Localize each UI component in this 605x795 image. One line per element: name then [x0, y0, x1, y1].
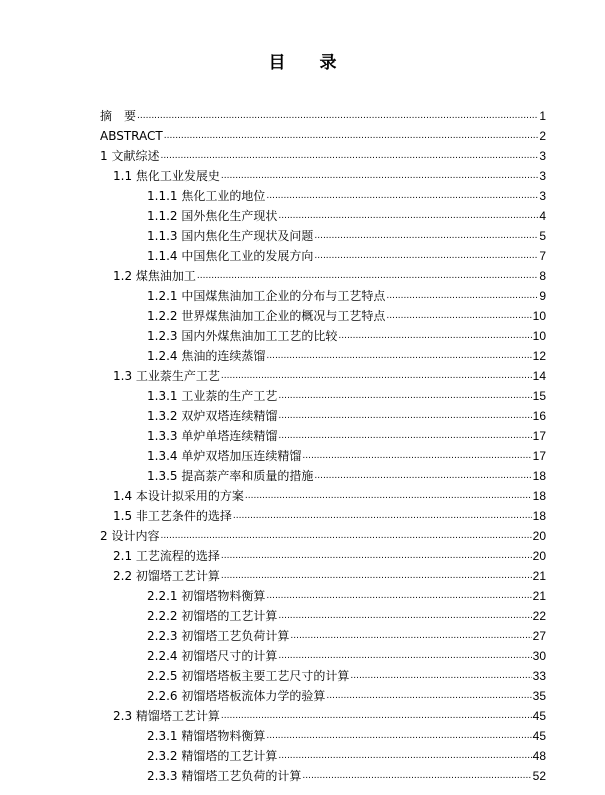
toc-entry-title: 1.3.3 单炉单塔连续精馏 — [147, 429, 278, 443]
toc-entry-title: 1.1 焦化工业发展史 — [113, 169, 220, 183]
toc-entry[interactable] — [100, 346, 546, 366]
toc-entry-title: 2.2.2 初馏塔的工艺计算 — [147, 609, 278, 623]
toc-entry-title: 1.4 本设计拟采用的方案 — [113, 489, 244, 503]
toc-entry[interactable] — [100, 546, 546, 566]
toc-entry[interactable] — [100, 186, 546, 206]
toc-dot-leader — [160, 149, 538, 163]
toc-dot-leader — [221, 709, 532, 723]
toc-entry[interactable] — [100, 566, 546, 586]
toc-dot-leader — [314, 249, 538, 263]
toc-entry-page-number: 4 — [539, 209, 546, 223]
toc-dot-leader — [266, 589, 531, 603]
toc-entry[interactable] — [100, 146, 546, 166]
toc-entry-page-number: 30 — [532, 649, 546, 663]
toc-entry-page-number: 15 — [532, 389, 546, 403]
toc-dot-leader — [302, 449, 531, 463]
toc-entry-page-number: 3 — [539, 169, 546, 183]
toc-entry-page-number: 10 — [532, 329, 546, 343]
toc-entry-page-number: 8 — [539, 269, 546, 283]
toc-entry[interactable] — [100, 106, 546, 126]
toc-entry[interactable] — [100, 646, 546, 666]
toc-dot-leader — [245, 489, 532, 503]
toc-entry-page-number: 45 — [532, 729, 546, 743]
toc-entry-title: 1.3 工业萘生产工艺 — [113, 369, 220, 383]
toc-entry-title: 2.3 精馏塔工艺计算 — [113, 709, 220, 723]
toc-entry-page-number: 27 — [532, 629, 546, 643]
toc-entry-page-number: 3 — [539, 149, 546, 163]
toc-dot-leader — [278, 649, 531, 663]
toc-entry-page-number: 3 — [539, 189, 546, 203]
toc-dot-leader — [386, 289, 538, 303]
toc-entry-page-number: 22 — [532, 609, 546, 623]
toc-entry-title: 摘 要 — [100, 109, 137, 123]
toc-dot-leader — [221, 549, 532, 563]
toc-title: 目 录 — [268, 53, 351, 73]
toc-entry[interactable] — [100, 506, 546, 526]
toc-entry-title: 1.5 非工艺条件的选择 — [113, 509, 232, 523]
toc-entry-page-number: 48 — [532, 749, 546, 763]
toc-entry[interactable] — [100, 226, 546, 246]
toc-entry-title: ABSTRACT — [100, 129, 163, 143]
toc-entry-page-number: 16 — [532, 409, 546, 423]
toc-entry-title: 2.2.5 初馏塔塔板主要工艺尺寸的计算 — [147, 669, 350, 683]
toc-entry[interactable] — [100, 726, 546, 746]
toc-entry-title: 1.2.1 中国煤焦油加工企业的分布与工艺特点 — [147, 289, 386, 303]
toc-entry[interactable] — [100, 626, 546, 646]
toc-entry-title: 2.3.2 精馏塔的工艺计算 — [147, 749, 278, 763]
toc-entry-page-number: 33 — [532, 669, 546, 683]
toc-dot-leader — [278, 389, 531, 403]
toc-dot-leader — [221, 569, 532, 583]
toc-dot-leader — [278, 609, 531, 623]
toc-entry-title: 2.3.3 精馏塔工艺负荷的计算 — [147, 769, 302, 783]
toc-entry[interactable] — [100, 366, 546, 386]
toc-entry[interactable] — [100, 266, 546, 286]
toc-entry-page-number: 21 — [532, 589, 546, 603]
toc-dot-leader — [338, 329, 531, 343]
toc-entry-page-number: 20 — [532, 549, 546, 563]
toc-entry-page-number: 2 — [539, 129, 546, 143]
toc-entry-page-number: 10 — [532, 309, 546, 323]
toc-dot-leader — [314, 469, 531, 483]
toc-entry-title: 2.2.4 初馏塔尺寸的计算 — [147, 649, 278, 663]
toc-entry-page-number: 7 — [539, 249, 546, 263]
toc-entry-page-number: 21 — [532, 569, 546, 583]
toc-entry-title: 1 文献综述 — [100, 149, 160, 163]
toc-entry-title: 2.3.1 精馏塔物料衡算 — [147, 729, 266, 743]
toc-entry[interactable] — [100, 286, 546, 306]
toc-entry[interactable] — [100, 586, 546, 606]
toc-entry-page-number: 18 — [532, 469, 546, 483]
toc-entry[interactable] — [100, 126, 546, 146]
toc-entry-title: 2 设计内容 — [100, 529, 160, 543]
toc-dot-leader — [326, 689, 531, 703]
toc-entry[interactable] — [100, 766, 546, 786]
toc-entry[interactable] — [100, 446, 546, 466]
toc-entry-page-number: 35 — [532, 689, 546, 703]
toc-entry[interactable] — [100, 246, 546, 266]
toc-entry-title: 2.2.3 初馏塔工艺负荷计算 — [147, 629, 290, 643]
toc-dot-leader — [164, 129, 539, 143]
toc-entry-page-number: 14 — [532, 369, 546, 383]
toc-entry-title: 1.1.4 中国焦化工业的发展方向 — [147, 249, 314, 263]
toc-entry[interactable] — [100, 406, 546, 426]
toc-entry[interactable] — [100, 706, 546, 726]
toc-entry-page-number: 45 — [532, 709, 546, 723]
toc-entry-title: 1.2 煤焦油加工 — [113, 269, 196, 283]
toc-entry-page-number: 20 — [532, 529, 546, 543]
toc-entry-page-number: 17 — [532, 449, 546, 463]
toc-dot-leader — [221, 169, 538, 183]
toc-entry-page-number: 9 — [539, 289, 546, 303]
toc-entry-title: 1.1.3 国内焦化生产现状及问题 — [147, 229, 314, 243]
toc-entry-title: 1.1.1 焦化工业的地位 — [147, 189, 266, 203]
toc-entry[interactable] — [100, 386, 546, 406]
toc-dot-leader — [160, 529, 531, 543]
toc-entry-title: 1.2.4 焦油的连续蒸馏 — [147, 349, 266, 363]
toc-dot-leader — [302, 769, 531, 783]
toc-dot-leader — [278, 749, 531, 763]
toc-entry[interactable] — [100, 326, 546, 346]
toc-entry-page-number: 1 — [539, 109, 546, 123]
table-of-contents — [100, 106, 546, 786]
toc-entry-title: 2.1 工艺流程的选择 — [113, 549, 220, 563]
toc-entry[interactable] — [100, 486, 546, 506]
toc-entry[interactable] — [100, 206, 546, 226]
toc-dot-leader — [266, 349, 531, 363]
toc-entry-page-number: 18 — [532, 489, 546, 503]
toc-dot-leader — [137, 109, 538, 123]
toc-entry[interactable] — [100, 166, 546, 186]
toc-dot-leader — [221, 369, 532, 383]
toc-entry-page-number: 12 — [532, 349, 546, 363]
toc-entry-page-number: 18 — [532, 509, 546, 523]
toc-entry-page-number: 5 — [539, 229, 546, 243]
toc-dot-leader — [266, 189, 538, 203]
toc-entry-title: 1.1.2 国外焦化生产现状 — [147, 209, 278, 223]
toc-entry[interactable] — [100, 686, 546, 706]
toc-entry[interactable] — [100, 466, 546, 486]
toc-dot-leader — [350, 669, 531, 683]
toc-entry-title: 2.2 初馏塔工艺计算 — [113, 569, 220, 583]
toc-entry-title: 2.2.6 初馏塔塔板流体力学的验算 — [147, 689, 326, 703]
toc-dot-leader — [278, 409, 531, 423]
toc-entry[interactable] — [100, 746, 546, 766]
toc-entry-title: 1.3.1 工业萘的生产工艺 — [147, 389, 278, 403]
toc-entry-title: 1.3.4 单炉双塔加压连续精馏 — [147, 449, 302, 463]
toc-dot-leader — [233, 509, 532, 523]
toc-entry[interactable] — [100, 306, 546, 326]
toc-dot-leader — [278, 429, 531, 443]
toc-dot-leader — [290, 629, 531, 643]
toc-dot-leader — [266, 729, 531, 743]
toc-entry-title: 1.3.2 双炉双塔连续精馏 — [147, 409, 278, 423]
toc-entry[interactable] — [100, 526, 546, 546]
toc-entry-title: 2.2.1 初馏塔物料衡算 — [147, 589, 266, 603]
toc-entry-page-number: 52 — [532, 769, 546, 783]
toc-dot-leader — [278, 209, 538, 223]
toc-dot-leader — [314, 229, 538, 243]
toc-entry-title: 1.2.2 世界煤焦油加工企业的概况与工艺特点 — [147, 309, 386, 323]
toc-entry-title: 1.2.3 国内外煤焦油加工工艺的比较 — [147, 329, 338, 343]
toc-entry[interactable] — [100, 666, 546, 686]
toc-entry-title: 1.3.5 提高萘产率和质量的措施 — [147, 469, 314, 483]
toc-entry[interactable] — [100, 606, 546, 626]
toc-entry[interactable] — [100, 426, 546, 446]
toc-dot-leader — [197, 269, 538, 283]
toc-entry-page-number: 17 — [532, 429, 546, 443]
toc-dot-leader — [386, 309, 531, 323]
